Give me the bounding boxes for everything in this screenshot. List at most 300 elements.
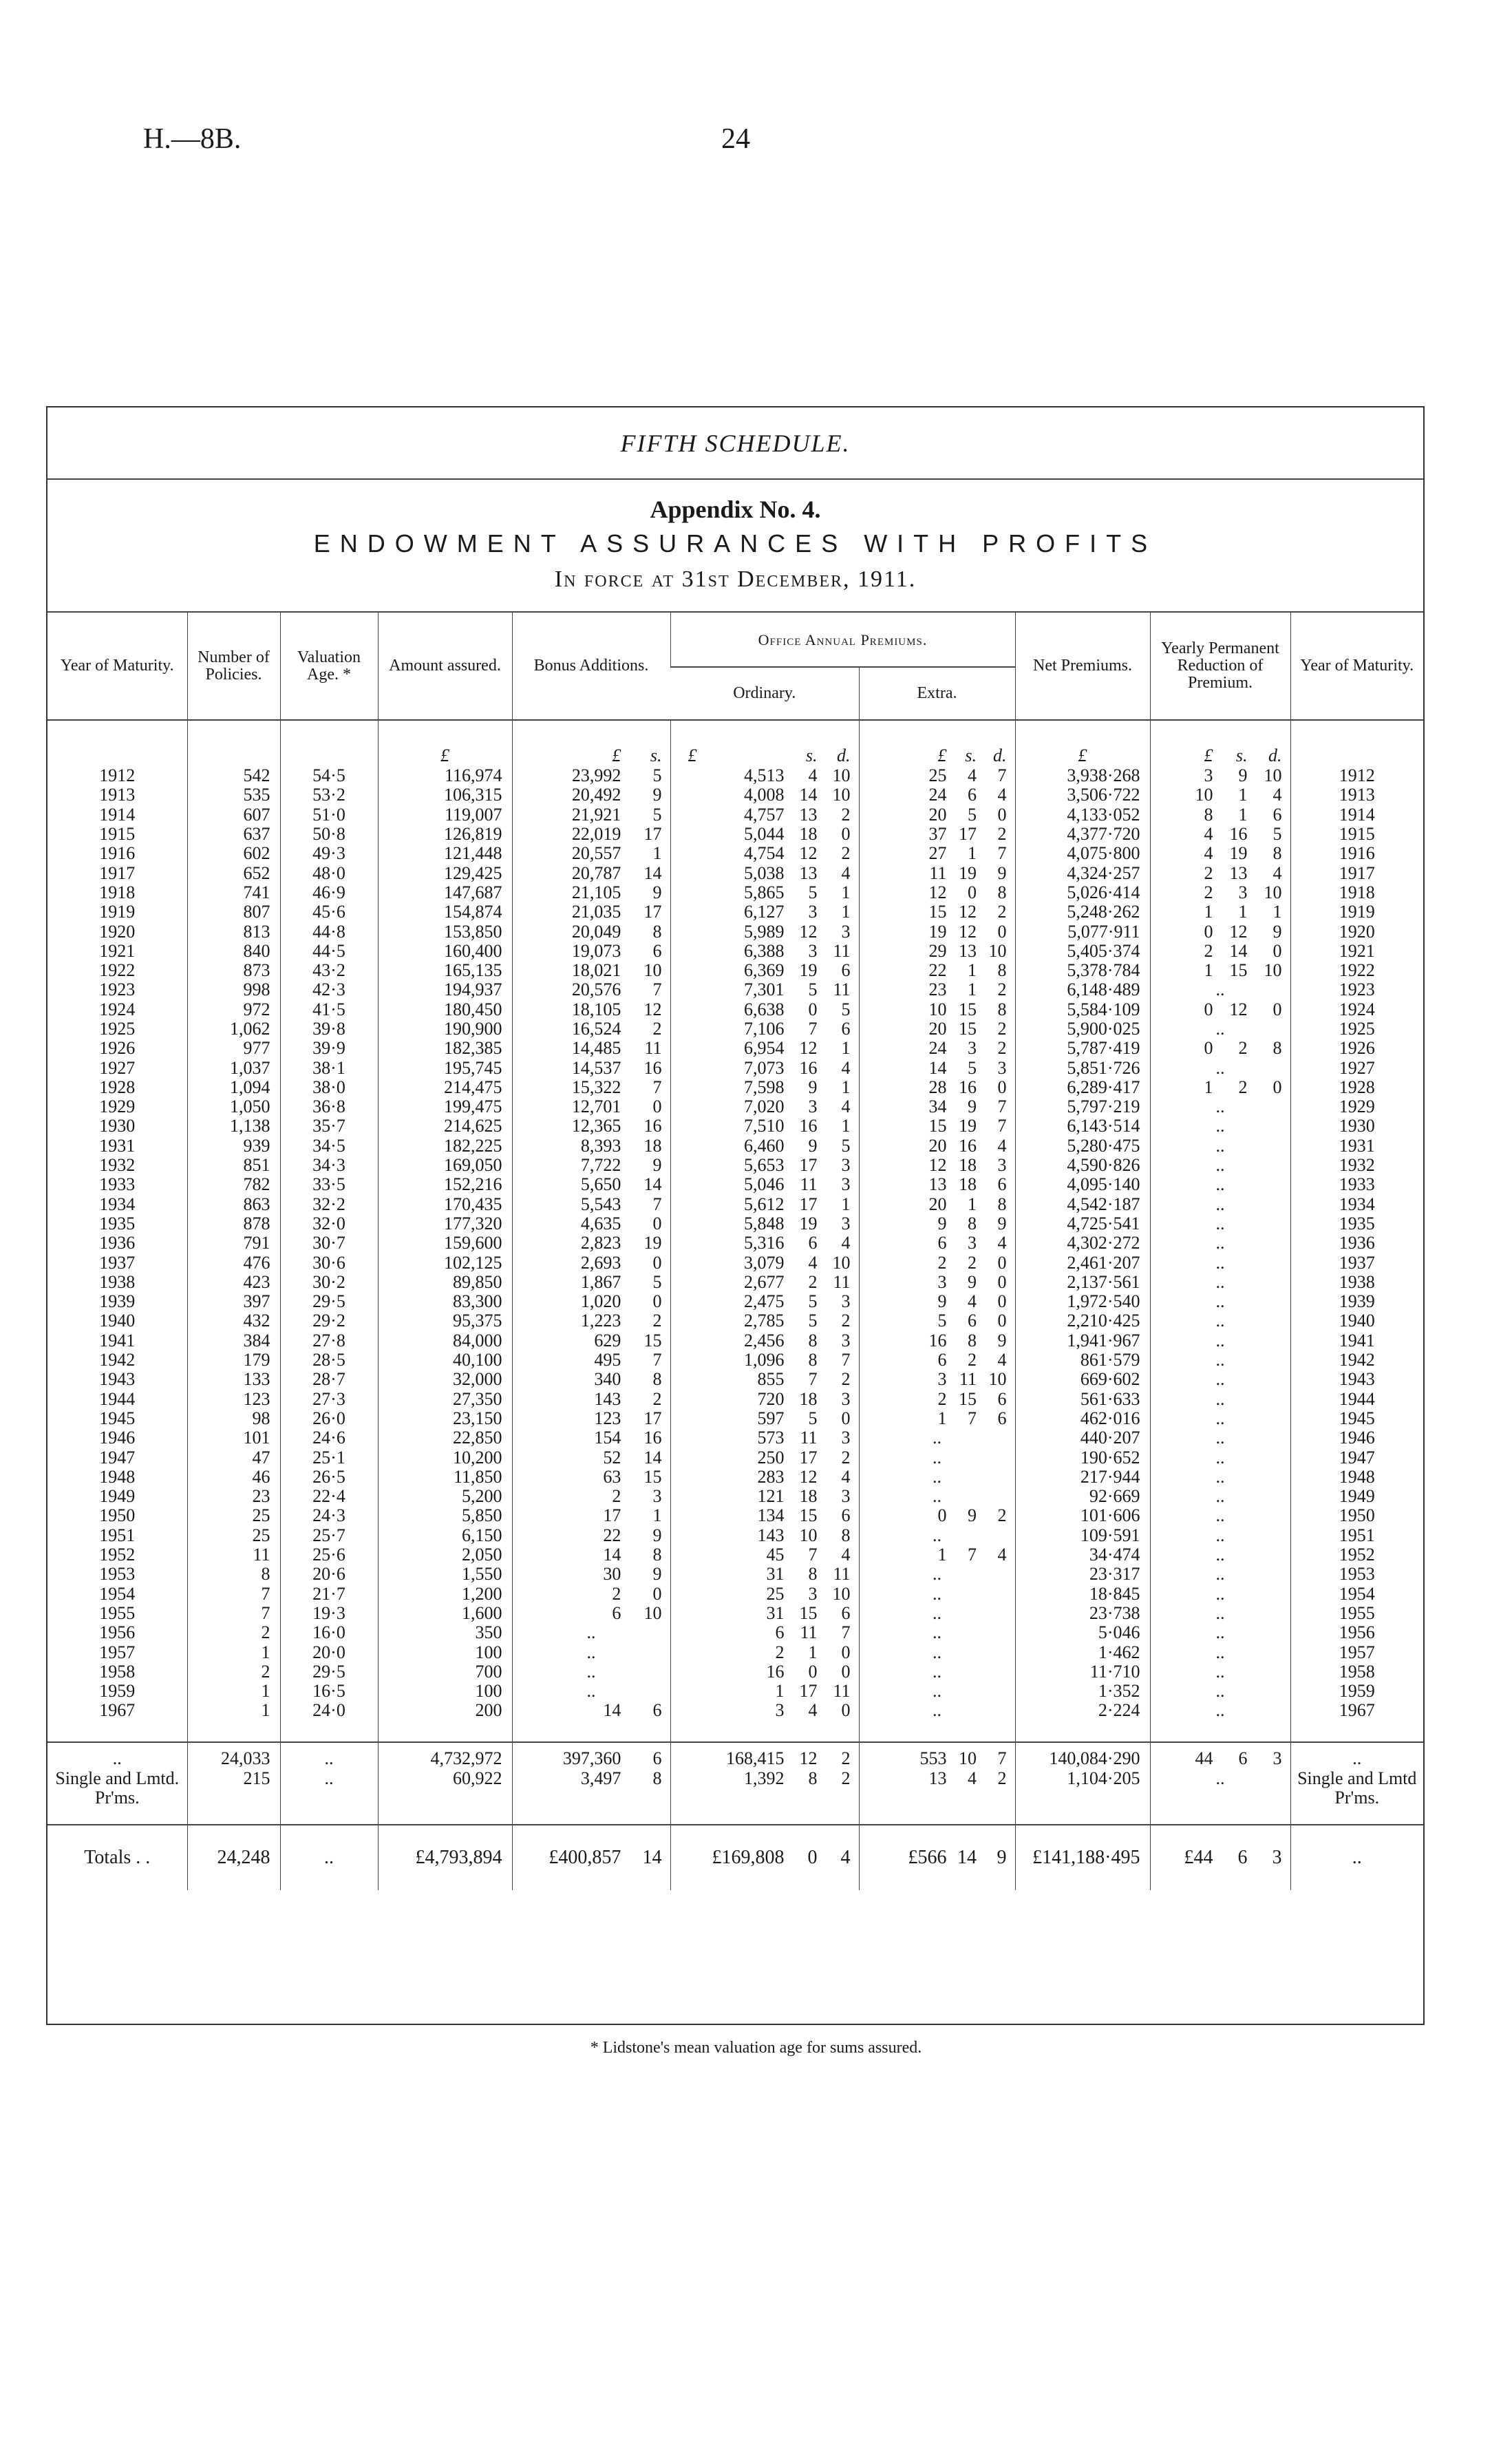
ordinary-cell-pence: 3: [841, 1155, 851, 1176]
policies-cell-text: 1,062: [230, 1019, 270, 1039]
unit-pound: £: [612, 745, 621, 765]
extra-cell-shillings: 13: [958, 940, 977, 961]
extra-cell-pence: 7: [997, 1097, 1007, 1117]
bonus-cell-shillings: 16: [643, 1057, 662, 1078]
bonus-cell-pounds: 2: [612, 1583, 621, 1604]
policies-cell-text: 46: [252, 1466, 270, 1487]
table-row: [47, 1214, 1423, 1233]
year-cell: [47, 1311, 187, 1331]
ordinary-cell-pence: 2: [841, 804, 851, 825]
year-cell: [47, 902, 187, 922]
policies-cell: [187, 1565, 280, 1584]
extra-cell-pounds: 25: [928, 765, 947, 786]
policies-cell-text: 123: [243, 1388, 270, 1409]
ordinary-cell-pounds: 5,848: [744, 1213, 785, 1233]
amount-cell: [378, 942, 512, 961]
bonus-cell-shillings: 7: [652, 979, 662, 1000]
net-cell-text: 2·224: [1098, 1700, 1140, 1721]
net-cell: [1015, 1000, 1150, 1019]
age-cell: [280, 1000, 378, 1019]
bonus-cell: [512, 1000, 670, 1019]
ordinary-cell-pounds: 6: [775, 1622, 785, 1643]
ordinary-cell-pence: 1: [841, 1038, 851, 1059]
policies-cell: [187, 1390, 280, 1409]
bonus-cell-shillings: 8: [652, 1369, 662, 1390]
reduction-cell-pounds: 0: [1204, 1038, 1213, 1059]
year-cell: [47, 1487, 187, 1506]
extra-cell-pounds: 13: [928, 1768, 947, 1788]
net-cell-text: 1,104·205: [1067, 1768, 1140, 1788]
year-right-cell-text: 1932: [1339, 1155, 1375, 1176]
policies-cell: [187, 1136, 280, 1156]
year-right-cell-text: 1917: [1339, 862, 1375, 883]
net-cell: [1015, 1273, 1150, 1292]
net-cell-text: 5,378·784: [1067, 960, 1140, 981]
bonus-cell-pounds: 14: [603, 1700, 621, 1721]
ordinary-cell-pence: 3: [841, 1388, 851, 1409]
table-row: [47, 1409, 1423, 1428]
bonus-cell: [512, 922, 670, 941]
age-cell-text: 43·2: [312, 960, 345, 981]
bonus-cell: [512, 1195, 670, 1214]
net-cell: [1015, 1662, 1150, 1682]
year-cell: [47, 1701, 187, 1720]
bonus-cell: [512, 942, 670, 961]
age-cell: [280, 1195, 378, 1214]
year-cell: [47, 1136, 187, 1156]
age-cell: [280, 1545, 378, 1565]
age-cell-text: 34·5: [312, 1135, 345, 1156]
bonus-cell-pounds: 14,485: [571, 1038, 621, 1059]
net-cell: [1015, 1825, 1150, 1890]
extra-cell-shillings: 16: [958, 1135, 977, 1156]
ordinary-cell: [670, 1097, 859, 1116]
bonus-cell-shillings: 3: [652, 1486, 662, 1507]
policies-cell: [187, 1526, 280, 1545]
table-row: [47, 1526, 1423, 1545]
net-cell-text: 5,797·219: [1067, 1097, 1140, 1117]
policies-cell: [187, 922, 280, 941]
ordinary-cell: [670, 961, 859, 980]
policies-cell-text: 215: [243, 1768, 270, 1788]
amount-cell: [378, 1545, 512, 1565]
policies-cell: [187, 1701, 280, 1720]
extra-cell-shillings: 1: [967, 1194, 977, 1214]
net-cell-text: 4,095·140: [1067, 1174, 1140, 1195]
amount-cell: [378, 1175, 512, 1194]
extra-cell: [859, 1701, 1015, 1720]
bonus-cell-pounds: £400,857: [549, 1846, 621, 1868]
amount-cell-text: 126,819: [444, 824, 502, 845]
policies-cell: [187, 1156, 280, 1175]
col-extra: Extra.: [859, 667, 1015, 720]
reduction-cell: [1150, 1506, 1290, 1525]
year-cell-text: 1950: [99, 1505, 136, 1526]
ordinary-cell-pounds: 134: [757, 1505, 785, 1526]
age-cell-text: 27·8: [312, 1330, 345, 1350]
extra-cell-pence: 8: [997, 882, 1007, 902]
year-cell-text: 1941: [99, 1330, 136, 1350]
year-cell: [47, 1545, 187, 1565]
table-row: [47, 1039, 1423, 1058]
year-cell-text: 1934: [99, 1194, 136, 1214]
col-bonus: Bonus Additions.: [512, 612, 670, 720]
extra-cell-pounds: 9: [937, 1291, 947, 1312]
extra-cell-pence: 4: [997, 1545, 1007, 1565]
net-cell: [1015, 1156, 1150, 1175]
col-year-right: Year of Maturity.: [1290, 612, 1423, 720]
bonus-cell-shillings: 14: [643, 862, 662, 883]
age-cell: [280, 1428, 378, 1448]
ordinary-cell-pounds: 5,046: [744, 1174, 785, 1195]
extra-cell: [859, 1428, 1015, 1448]
extra-cell-shillings: 14: [957, 1846, 977, 1868]
table-row: [47, 1350, 1423, 1370]
bonus-cell-shillings: 17: [643, 1408, 662, 1428]
extra-cell-shillings: 4: [967, 1291, 977, 1312]
year-right-cell: [1290, 1448, 1423, 1467]
extra-cell-shillings: 17: [958, 824, 977, 845]
age-cell: [280, 785, 378, 805]
ordinary-cell-pence: 3: [841, 1330, 851, 1350]
reduction-cell-shillings: 14: [1229, 940, 1248, 961]
year-cell-text: 1942: [99, 1350, 136, 1370]
age-cell-text: 35·7: [312, 1116, 345, 1136]
year-right-cell: [1290, 1506, 1423, 1525]
policies-cell-text: 851: [243, 1155, 270, 1176]
ordinary-cell-pence: 5: [841, 999, 851, 1019]
reduction-cell-pounds: 44: [1195, 1748, 1213, 1768]
ordinary-cell: [670, 1506, 859, 1525]
net-cell: [1015, 902, 1150, 922]
extra-cell-pence: 2: [997, 1019, 1007, 1039]
age-cell-text: 36·8: [312, 1097, 345, 1117]
extra-cell-value: ..: [933, 1583, 941, 1604]
ordinary-cell-pounds: 5,865: [744, 882, 785, 902]
amount-cell-text: 182,225: [444, 1135, 502, 1156]
year-right-cell: [1290, 1487, 1423, 1506]
policies-cell-text: 607: [243, 804, 270, 825]
policies-cell: [187, 1350, 280, 1370]
policies-cell-text: 8: [261, 1564, 270, 1585]
year-cell-text: 1958: [99, 1661, 136, 1682]
reduction-cell-value: ..: [1215, 1466, 1225, 1487]
reduction-cell-shillings: 9: [1238, 765, 1248, 786]
extra-cell-pounds: 16: [928, 1330, 947, 1350]
net-cell-text: 217·944: [1080, 1466, 1140, 1487]
ordinary-cell-pounds: 3: [775, 1700, 785, 1721]
net-cell: [1015, 1487, 1150, 1506]
policies-cell-text: 741: [243, 882, 270, 902]
year-cell-text: 1922: [99, 960, 136, 981]
age-cell-text: 29·5: [312, 1291, 345, 1312]
extra-cell: [859, 1506, 1015, 1525]
ordinary-cell-pounds: 597: [757, 1408, 785, 1428]
extra-cell-pence: 7: [997, 765, 1007, 786]
extra-cell-pounds: 2: [937, 1252, 947, 1273]
bonus-cell-shillings: 8: [652, 921, 662, 942]
year-cell: [47, 980, 187, 999]
extra-cell-shillings: 19: [958, 1116, 977, 1136]
ordinary-cell-shillings: 11: [800, 1174, 818, 1195]
bonus-cell: [512, 863, 670, 882]
table-row: [47, 980, 1423, 999]
ordinary-cell: [670, 1233, 859, 1253]
net-cell-text: 2,137·561: [1067, 1271, 1140, 1292]
year-right-cell: [1290, 1292, 1423, 1311]
ordinary-cell-pounds: 2: [775, 1642, 785, 1662]
reduction-cell: [1150, 1116, 1290, 1136]
reduction-cell-pence: 10: [1264, 960, 1282, 981]
reduction-cell-pounds: 2: [1204, 940, 1213, 961]
ordinary-cell: [670, 1195, 859, 1214]
policies-cell-text: 476: [243, 1252, 270, 1273]
unit-pound: £: [688, 745, 697, 765]
extra-cell-pence: 4: [997, 1350, 1007, 1370]
extra-cell: [859, 1642, 1015, 1662]
bonus-cell-shillings: 5: [652, 765, 662, 786]
table-row: [47, 1701, 1423, 1720]
year-cell: [47, 1662, 187, 1682]
ordinary-cell-pounds: 4,513: [744, 765, 785, 786]
reduction-cell-pence: 3: [1273, 1748, 1282, 1768]
amount-cell-text: 60,922: [453, 1768, 502, 1788]
bonus-cell-pounds: 7,722: [580, 1155, 621, 1176]
extra-cell: [859, 1097, 1015, 1116]
year-right-cell: [1290, 1156, 1423, 1175]
bonus-cell-shillings: 7: [652, 1194, 662, 1214]
policies-cell: [187, 1662, 280, 1682]
ordinary-cell-pounds: 2,785: [744, 1311, 785, 1331]
ordinary-cell-shillings: 3: [808, 940, 818, 961]
extra-cell: [859, 1584, 1015, 1603]
net-cell-text: 92·669: [1089, 1486, 1140, 1507]
extra-cell-pounds: 1: [937, 1545, 947, 1565]
year-right-cell: [1290, 1273, 1423, 1292]
year-cell-text: 1949: [99, 1486, 136, 1507]
age-cell: [280, 1487, 378, 1506]
reduction-cell-value: ..: [1215, 1564, 1225, 1585]
bonus-cell-pounds: 5,543: [580, 1194, 621, 1214]
bonus-cell-pounds: 20,049: [571, 921, 621, 942]
age-cell-text: 51·0: [312, 804, 345, 825]
bonus-cell-pounds: 12,701: [571, 1097, 621, 1117]
amount-cell: [378, 980, 512, 999]
ordinary-cell-pence: 4: [841, 862, 851, 883]
ordinary-cell-pounds: 6,127: [744, 902, 785, 922]
bonus-cell: [512, 1604, 670, 1623]
ordinary-cell-shillings: 11: [800, 1428, 818, 1448]
reduction-cell-pence: 0: [1273, 1077, 1282, 1097]
age-cell-text: 54·5: [312, 765, 345, 786]
policies-cell-text: 637: [243, 824, 270, 845]
ordinary-cell-pence: 0: [841, 1408, 851, 1428]
reduction-cell-value: ..: [1215, 1057, 1225, 1078]
amount-cell: [378, 1292, 512, 1311]
age-cell: [280, 1526, 378, 1545]
age-cell-text: 45·6: [312, 902, 345, 922]
net-cell-text: 1·352: [1098, 1681, 1140, 1702]
ordinary-cell-pounds: 1,096: [744, 1350, 785, 1370]
reduction-cell: [1150, 1039, 1290, 1058]
net-cell-text: 5,900·025: [1067, 1019, 1140, 1039]
ordinary-cell-shillings: 19: [799, 960, 818, 981]
extra-cell: [859, 961, 1015, 980]
policies-cell-text: 397: [243, 1291, 270, 1312]
extra-cell-pence: 6: [997, 1174, 1007, 1195]
year-cell-text: 1954: [99, 1583, 136, 1604]
bonus-cell-shillings: 9: [652, 1525, 662, 1545]
reduction-cell-value: ..: [1215, 1525, 1225, 1545]
reduction-cell-pounds: 8: [1204, 804, 1213, 825]
year-right-cell-text: 1918: [1339, 882, 1375, 902]
extra-cell-pounds: £566: [908, 1846, 947, 1868]
col-age: Valuation Age. *: [280, 612, 378, 720]
age-cell: [280, 1253, 378, 1272]
age-cell: [280, 1136, 378, 1156]
net-cell: [1015, 1506, 1150, 1525]
bonus-cell-pounds: 15,322: [571, 1077, 621, 1097]
reduction-cell: [1150, 1623, 1290, 1642]
year-right-cell: [1290, 1604, 1423, 1623]
amount-cell-text: 169,050: [444, 1155, 502, 1176]
net-cell: [1015, 1604, 1150, 1623]
ordinary-cell-pence: 11: [833, 940, 851, 961]
table-row: [47, 961, 1423, 980]
net-cell: [1015, 1565, 1150, 1584]
reduction-cell: [1150, 1000, 1290, 1019]
appendix-header: [47, 480, 1423, 611]
reduction-cell-value: ..: [1215, 1642, 1225, 1662]
bonus-cell-pounds: 14,537: [571, 1057, 621, 1078]
ordinary-cell: [670, 1409, 859, 1428]
amount-cell: [378, 1195, 512, 1214]
extra-cell-shillings: 9: [967, 1097, 977, 1117]
age-cell-text: ..: [324, 1846, 334, 1868]
ordinary-cell-pence: 4: [841, 1097, 851, 1117]
reduction-cell-value: ..: [1215, 1602, 1225, 1623]
age-cell: [280, 1292, 378, 1311]
age-cell-text: 38·0: [312, 1077, 345, 1097]
table-row: [47, 942, 1423, 961]
net-cell: [1015, 1350, 1150, 1370]
year-right-cell: [1290, 1584, 1423, 1603]
extra-cell: [859, 1545, 1015, 1565]
year-right-cell-text: 1938: [1339, 1271, 1375, 1292]
ordinary-cell: [670, 1292, 859, 1311]
net-cell: [1015, 1233, 1150, 1253]
policies-cell-text: 998: [243, 979, 270, 1000]
year-right-cell-text: 1923: [1339, 979, 1375, 1000]
extra-cell: [859, 1682, 1015, 1701]
amount-cell: [378, 1273, 512, 1292]
extra-cell: [859, 1292, 1015, 1311]
extra-cell-shillings: 15: [958, 999, 977, 1019]
amount-cell-text: 199,475: [444, 1097, 502, 1117]
bonus-cell-pounds: 14: [603, 1545, 621, 1565]
age-cell: [280, 1409, 378, 1428]
year-right-cell-text: 1936: [1339, 1233, 1375, 1253]
age-cell: [280, 1604, 378, 1623]
policies-cell: [187, 1623, 280, 1642]
amount-cell: [378, 1468, 512, 1487]
year-right-cell-text: 1913: [1339, 785, 1375, 805]
extra-cell-pence: 2: [997, 979, 1007, 1000]
year-right-cell: [1290, 1370, 1423, 1389]
net-cell-text: 1·462: [1098, 1642, 1140, 1662]
bonus-cell-pounds: 21,921: [571, 804, 621, 825]
bonus-cell: [512, 1584, 670, 1603]
year-cell: [47, 1742, 187, 1825]
extra-cell-pence: 0: [997, 804, 1007, 825]
ordinary-cell-shillings: 16: [799, 1057, 818, 1078]
year-cell: [47, 863, 187, 882]
ordinary-cell-pounds: 1: [775, 1681, 785, 1702]
year-cell-text: 1923: [99, 979, 136, 1000]
year-cell: [47, 1331, 187, 1350]
year-cell: [47, 1039, 187, 1058]
age-cell: [280, 863, 378, 882]
reduction-cell: [1150, 1662, 1290, 1682]
bonus-cell: [512, 825, 670, 844]
bonus-cell-pounds: 22,019: [571, 824, 621, 845]
reduction-cell: [1150, 785, 1290, 805]
reduction-cell-value: ..: [1215, 979, 1225, 1000]
extra-cell-pence: 2: [997, 824, 1007, 845]
bonus-cell-pounds: 22: [603, 1525, 621, 1545]
ordinary-cell-shillings: 12: [799, 921, 818, 942]
amount-cell: [378, 1156, 512, 1175]
net-cell: [1015, 1448, 1150, 1467]
ordinary-cell-pounds: 7,020: [744, 1097, 785, 1117]
ordinary-cell-shillings: 0: [808, 999, 818, 1019]
net-cell-text: 18·845: [1089, 1583, 1140, 1604]
extra-cell: [859, 1078, 1015, 1097]
policies-cell-text: 11: [253, 1545, 270, 1565]
year-right-cell-text: 1958: [1339, 1661, 1375, 1682]
bonus-cell-pounds: 20,576: [571, 979, 621, 1000]
bonus-cell-pounds: 20,787: [571, 862, 621, 883]
amount-cell-text: 102,125: [444, 1252, 502, 1273]
policies-cell-text: 873: [243, 960, 270, 981]
age-cell-text: 50·8: [312, 824, 345, 845]
table-row: [47, 902, 1423, 922]
extra-cell: [859, 883, 1015, 902]
age-cell: [280, 1116, 378, 1136]
policies-cell-text: 25: [252, 1505, 270, 1526]
footnote: * Lidstone's mean valuation age for sums assured.: [590, 2039, 922, 2057]
amount-cell: [378, 1078, 512, 1097]
ordinary-cell-pounds: 4,754: [744, 843, 785, 864]
ordinary-cell-shillings: 0: [807, 1846, 818, 1868]
amount-cell: [378, 1214, 512, 1233]
bonus-cell-shillings: 0: [652, 1213, 662, 1233]
year-cell: [47, 1292, 187, 1311]
net-cell: [1015, 1136, 1150, 1156]
amount-cell: [378, 1526, 512, 1545]
extra-cell: [859, 825, 1015, 844]
col-office-premiums: Office Annual Premiums.: [670, 612, 1015, 667]
net-cell: [1015, 1019, 1150, 1039]
year-cell: [47, 883, 187, 902]
ordinary-cell-shillings: 12: [799, 1038, 818, 1059]
amount-cell: [378, 902, 512, 922]
year-cell-text: 1948: [99, 1466, 136, 1487]
ordinary-cell: [670, 1623, 859, 1642]
reduction-cell-shillings: 1: [1238, 785, 1248, 805]
extra-cell-pence: 9: [997, 1846, 1007, 1868]
extra-cell-pence: 8: [997, 960, 1007, 981]
